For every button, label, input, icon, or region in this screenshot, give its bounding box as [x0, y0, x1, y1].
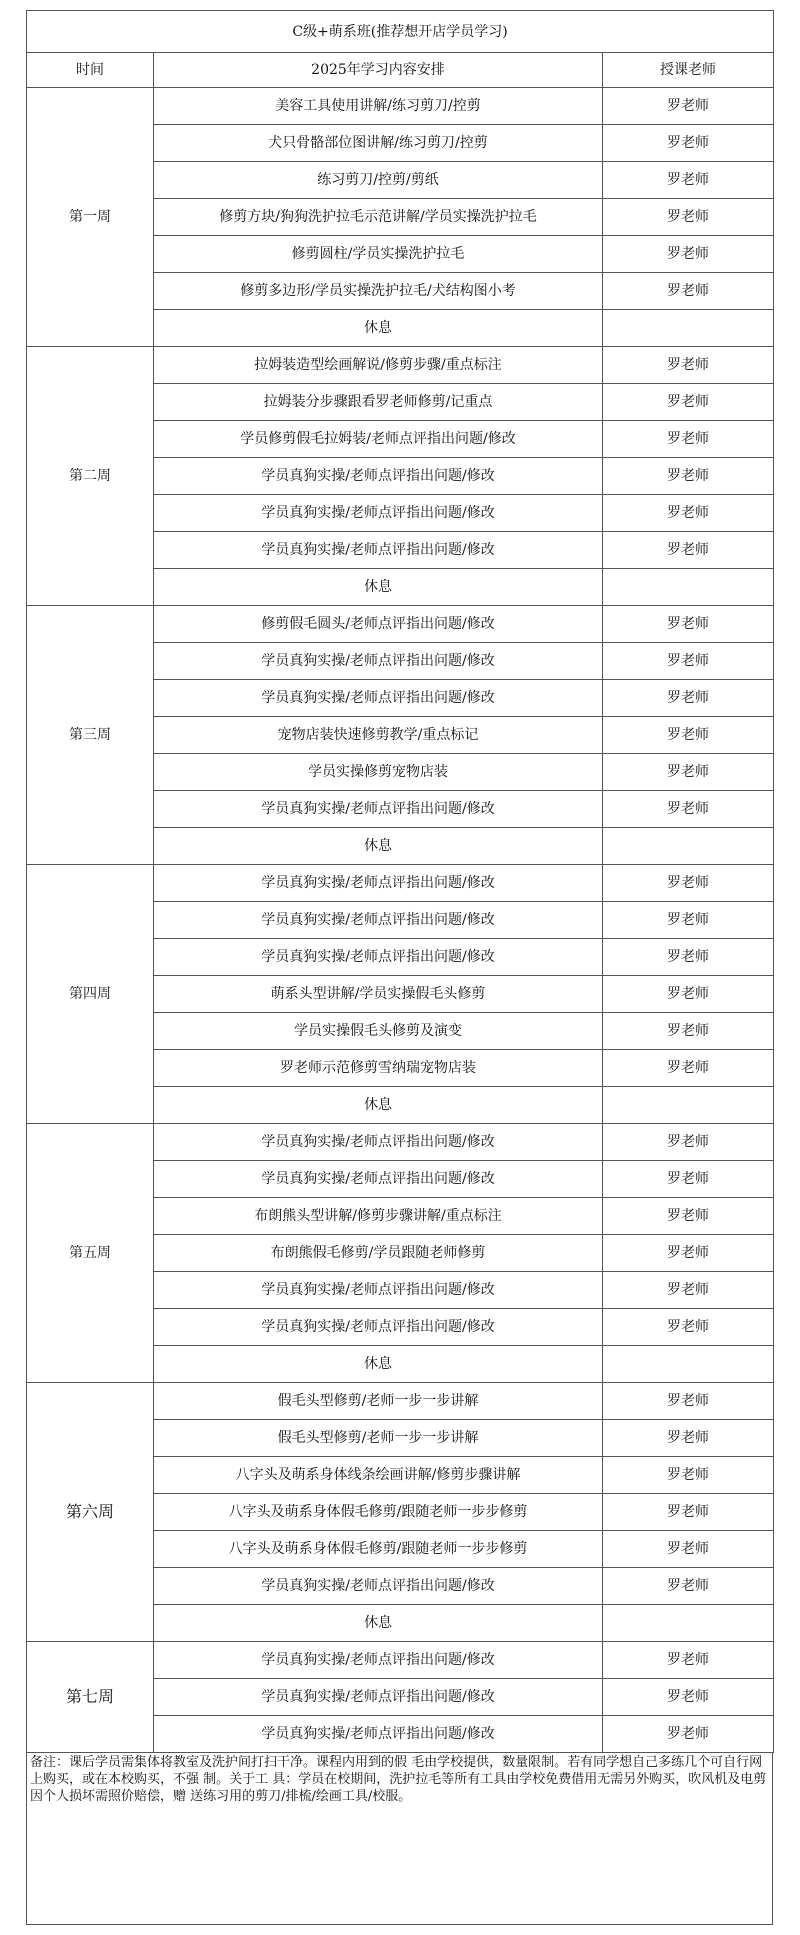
table-row [27, 347, 774, 384]
watermark-logo [680, 1901, 770, 1929]
lesson-teacher: 罗老师 [603, 162, 774, 199]
lesson-content: 学员真狗实操/老师点评指出问题/修改 [154, 1568, 603, 1605]
lesson-teacher: 罗老师 [603, 384, 774, 421]
lesson-content: 布朗熊头型讲解/修剪步骤讲解/重点标注 [154, 1198, 603, 1235]
header-content: 2025年学习内容安排 [154, 53, 603, 88]
table-row [27, 865, 774, 902]
lesson-teacher: 罗老师 [603, 1050, 774, 1087]
lesson-teacher [603, 310, 774, 347]
lesson-content: 学员修剪假毛拉姆装/老师点评指出问题/修改 [154, 421, 603, 458]
table-row [27, 1642, 774, 1679]
lesson-content: 萌系头型讲解/学员实操假毛头修剪 [154, 976, 603, 1013]
lesson-teacher [603, 828, 774, 865]
lesson-content: 学员真狗实操/老师点评指出问题/修改 [154, 1309, 603, 1346]
lesson-teacher: 罗老师 [603, 1272, 774, 1309]
lesson-content: 八字头及萌系身体线条绘画讲解/修剪步骤讲解 [154, 1457, 603, 1494]
lesson-teacher: 罗老师 [603, 88, 774, 125]
lesson-teacher: 罗老师 [603, 125, 774, 162]
lesson-teacher: 罗老师 [603, 1420, 774, 1457]
week-label: 第四周 [27, 865, 154, 1124]
lesson-teacher: 罗老师 [603, 865, 774, 902]
lesson-teacher [603, 1087, 774, 1124]
table-row [27, 606, 774, 643]
lesson-content: 学员真狗实操/老师点评指出问题/修改 [154, 791, 603, 828]
lesson-teacher: 罗老师 [603, 902, 774, 939]
lesson-teacher: 罗老师 [603, 1494, 774, 1531]
lesson-content: 布朗熊假毛修剪/学员跟随老师修剪 [154, 1235, 603, 1272]
lesson-content: 修剪假毛圆头/老师点评指出问题/修改 [154, 606, 603, 643]
week-label: 第六周 [27, 1383, 154, 1642]
lesson-teacher: 罗老师 [603, 458, 774, 495]
lesson-content: 八字头及萌系身体假毛修剪/跟随老师一步步修剪 [154, 1494, 603, 1531]
week-label: 第三周 [27, 606, 154, 865]
lesson-teacher: 罗老师 [603, 1531, 774, 1568]
table-title: C级+萌系班(推荐想开店学员学习) [27, 11, 774, 53]
lesson-teacher: 罗老师 [603, 791, 774, 828]
schedule-table [26, 10, 774, 1753]
lesson-content: 学员真狗实操/老师点评指出问题/修改 [154, 1272, 603, 1309]
table-row [27, 88, 774, 125]
lesson-content: 学员真狗实操/老师点评指出问题/修改 [154, 680, 603, 717]
lesson-teacher: 罗老师 [603, 643, 774, 680]
lesson-teacher: 罗老师 [603, 199, 774, 236]
lesson-content: 美容工具使用讲解/练习剪刀/控剪 [154, 88, 603, 125]
lesson-content: 学员真狗实操/老师点评指出问题/修改 [154, 865, 603, 902]
week-label: 第二周 [27, 347, 154, 606]
lesson-content: 休息 [154, 569, 603, 606]
lesson-content: 休息 [154, 1605, 603, 1642]
lesson-teacher: 罗老师 [603, 606, 774, 643]
lesson-teacher: 罗老师 [603, 1383, 774, 1420]
lesson-content: 学员真狗实操/老师点评指出问题/修改 [154, 939, 603, 976]
lesson-content: 拉姆装造型绘画解说/修剪步骤/重点标注 [154, 347, 603, 384]
lesson-teacher: 罗老师 [603, 273, 774, 310]
lesson-teacher: 罗老师 [603, 495, 774, 532]
week-label: 第七周 [27, 1642, 154, 1753]
lesson-content: 八字头及萌系身体假毛修剪/跟随老师一步步修剪 [154, 1531, 603, 1568]
lesson-content: 宠物店装快速修剪教学/重点标记 [154, 717, 603, 754]
lesson-content: 学员真狗实操/老师点评指出问题/修改 [154, 1124, 603, 1161]
lesson-content: 学员真狗实操/老师点评指出问题/修改 [154, 495, 603, 532]
lesson-teacher: 罗老师 [603, 347, 774, 384]
lesson-teacher: 罗老师 [603, 421, 774, 458]
lesson-content: 学员真狗实操/老师点评指出问题/修改 [154, 902, 603, 939]
lesson-content: 学员真狗实操/老师点评指出问题/修改 [154, 458, 603, 495]
lesson-content: 练习剪刀/控剪/剪纸 [154, 162, 603, 199]
header-teacher: 授课老师 [603, 53, 774, 88]
lesson-content: 学员实操假毛头修剪及演变 [154, 1013, 603, 1050]
lesson-content: 学员真狗实操/老师点评指出问题/修改 [154, 1716, 603, 1753]
lesson-teacher: 罗老师 [603, 754, 774, 791]
week-label: 第一周 [27, 88, 154, 347]
lesson-teacher [603, 1346, 774, 1383]
lesson-content: 拉姆装分步骤跟看罗老师修剪/记重点 [154, 384, 603, 421]
lesson-content: 犬只骨骼部位图讲解/练习剪刀/控剪 [154, 125, 603, 162]
table-row [27, 1383, 774, 1420]
lesson-teacher: 罗老师 [603, 1198, 774, 1235]
lesson-content: 修剪圆柱/学员实操洗护拉毛 [154, 236, 603, 273]
lesson-teacher: 罗老师 [603, 1161, 774, 1198]
lesson-teacher: 罗老师 [603, 532, 774, 569]
lesson-teacher [603, 569, 774, 606]
lesson-content: 修剪多边形/学员实操洗护拉毛/犬结构图小考 [154, 273, 603, 310]
lesson-content: 假毛头型修剪/老师一步一步讲解 [154, 1383, 603, 1420]
lesson-teacher: 罗老师 [603, 1457, 774, 1494]
lesson-teacher: 罗老师 [603, 1235, 774, 1272]
lesson-content: 学员实操修剪宠物店装 [154, 754, 603, 791]
lesson-content: 学员真狗实操/老师点评指出问题/修改 [154, 1161, 603, 1198]
lesson-content: 学员真狗实操/老师点评指出问题/修改 [154, 643, 603, 680]
lesson-content: 学员真狗实操/老师点评指出问题/修改 [154, 532, 603, 569]
lesson-teacher: 罗老师 [603, 717, 774, 754]
lesson-teacher: 罗老师 [603, 1568, 774, 1605]
lesson-teacher: 罗老师 [603, 1124, 774, 1161]
lesson-teacher: 罗老师 [603, 976, 774, 1013]
table-row [27, 1124, 774, 1161]
remarks-note: 备注：课后学员需集体将教室及洗护间打扫干净。课程内用到的假 毛由学校提供，数量限制。若有同学想自己多练几个可自行网上购买，或在本校购买，不强 制。关于工 具：学员在校期间，洗护拉毛等所有工具由学校免费借用无需另外购买，吹风机及电剪因个人损坏需照价赔偿，赠 送练习用的剪刀/排梳/绘画工具/校服。 [26, 1752, 773, 1925]
lesson-content: 休息 [154, 828, 603, 865]
lesson-teacher [603, 1605, 774, 1642]
lesson-content: 学员真狗实操/老师点评指出问题/修改 [154, 1679, 603, 1716]
lesson-content: 休息 [154, 1087, 603, 1124]
lesson-teacher: 罗老师 [603, 680, 774, 717]
lesson-teacher: 罗老师 [603, 1716, 774, 1753]
lesson-teacher: 罗老师 [603, 1679, 774, 1716]
header-time: 时间 [27, 53, 154, 88]
lesson-teacher: 罗老师 [603, 1642, 774, 1679]
lesson-content: 学员真狗实操/老师点评指出问题/修改 [154, 1642, 603, 1679]
lesson-content: 假毛头型修剪/老师一步一步讲解 [154, 1420, 603, 1457]
lesson-teacher: 罗老师 [603, 1013, 774, 1050]
lesson-content: 罗老师示范修剪雪纳瑞宠物店装 [154, 1050, 603, 1087]
lesson-teacher: 罗老师 [603, 236, 774, 273]
week-label: 第五周 [27, 1124, 154, 1383]
lesson-content: 休息 [154, 310, 603, 347]
lesson-teacher: 罗老师 [603, 1309, 774, 1346]
lesson-content: 修剪方块/狗狗洗护拉毛示范讲解/学员实操洗护拉毛 [154, 199, 603, 236]
lesson-content: 休息 [154, 1346, 603, 1383]
lesson-teacher: 罗老师 [603, 939, 774, 976]
